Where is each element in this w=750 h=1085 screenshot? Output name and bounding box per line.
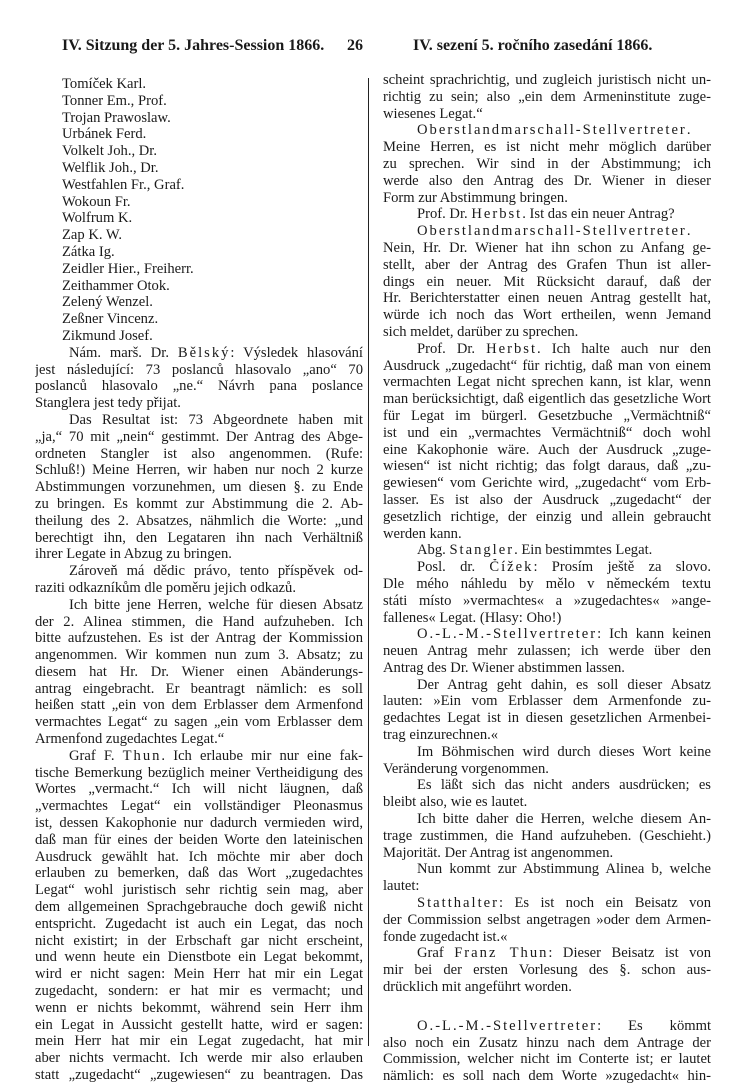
first-line-text: Ich bitte jene Herren, welche für diesen Absatz xyxy=(69,596,363,613)
text-line: entspricht. Zugedacht ist auch ein Legat, das noch xyxy=(35,915,363,932)
text-line: ist und ein „vermachtes Vermächtniß“ doch wohl xyxy=(383,424,711,441)
text-line: Majorität. Der Antrag ist angenommen. xyxy=(383,844,614,861)
speaker-name: Stangler xyxy=(449,542,515,559)
text-line: daß man für eines der beiden Worte den lateinischen xyxy=(35,831,363,848)
paragraph xyxy=(35,563,363,597)
text-line: zu bringen. Es kommt zur Abstimmung die 2. Ab- xyxy=(35,495,363,512)
text-line: stellt, aber der Antrag des Grafen Thun ist aller- xyxy=(383,256,711,273)
text-line: lautet: xyxy=(383,878,420,895)
text-line: Nein, Hr. Dr. Wiener hat ihn schon zu Anfang ge- xyxy=(383,239,711,256)
paragraph-first-line xyxy=(383,223,711,240)
text-line: Abstimmungen vorzunehmen, um diesen §. zu Ende xyxy=(35,479,363,496)
paragraph xyxy=(383,744,711,778)
paragraph-first-line xyxy=(383,626,711,643)
text-line: zu sprechen. Wir sind in der Abstimmung; ich xyxy=(383,155,711,172)
text-line: für Legat im bürgerl. Gesetzbuche „Vermächtniß“ xyxy=(383,407,711,424)
text-line: mein Herr hat mir ein Legat zugedacht, hat mir xyxy=(35,1033,363,1050)
text-line: „vermachtes Legat“ ein vollständiger Pleonasmus xyxy=(35,798,363,815)
first-line-text: . Ist das ein neuer Antrag? xyxy=(522,206,675,223)
text-line: wenn er nichts bekommt, während sein Herr ihm xyxy=(35,999,363,1016)
text-line: zugedacht, sondern: er hat mir es vermacht; und xyxy=(35,983,363,1000)
text-line: Stanglera jest tedy přijat. xyxy=(35,395,181,412)
paragraph xyxy=(35,345,363,412)
text-line: antrag eingebracht. Er beantragt nämlich: es soll xyxy=(35,680,363,697)
paragraph xyxy=(383,895,711,945)
list-item-name: Zeithammer Otok. xyxy=(62,277,170,294)
speaker-name: O.-L.-M.-Stellvertreter xyxy=(417,1017,598,1034)
text-line: gesetzlich richtige, der einzig und allein gebraucht xyxy=(383,508,711,525)
first-line-text: Zároveň má dědic právo, tento příspěvek od- xyxy=(69,563,363,580)
first-line-text: Im Böhmischen wird durch dieses Wort keine xyxy=(417,743,711,760)
text-line: drücklich mit angeführt worden. xyxy=(383,979,572,996)
text-line: diesem hat Hr. Dr. Wiener einen Abänderungs- xyxy=(35,663,363,680)
list-item-name: Trojan Prawoslaw. xyxy=(62,109,171,126)
text-line: wiesenes Legat.“ xyxy=(383,105,483,122)
text-line: berechtigt ihn, den Legataren ihn nach Verhältniß xyxy=(35,529,363,546)
paragraph xyxy=(383,122,711,206)
paragraph-first-line xyxy=(383,945,711,962)
paragraph-first-line xyxy=(383,777,711,794)
text-line: ihrer Legate in Abzug zu bringen. xyxy=(35,546,232,563)
speaker-name: Franz Thun xyxy=(454,945,549,962)
text-line: trage zustimmen, die Hand aufzuheben. (Geschieht.) xyxy=(383,827,711,844)
list-item-name: Zikmund Josef. xyxy=(62,327,153,344)
paragraph xyxy=(383,811,711,861)
speaker-name: Bělský xyxy=(177,344,231,361)
paragraph xyxy=(383,341,711,543)
first-line-text: : Dieser Beisatz ist von xyxy=(548,945,711,962)
paragraph xyxy=(383,206,711,223)
text-line: Meine Herren, es ist nicht mehr möglich darüber xyxy=(383,139,711,156)
text-line: ein Legat in Aussicht gestellt hatte, wird er sagen: xyxy=(35,1016,363,1033)
paragraph xyxy=(383,559,711,626)
text-line: werde also den Antrag des Dr. Wiener in dieser xyxy=(383,172,711,189)
text-line: Commission, welcher nicht im Conterte ist; er lautet xyxy=(383,1051,711,1068)
first-line-text: . Ich erlaube mir nur eine fak- xyxy=(161,747,363,764)
text-line: werden kann. xyxy=(383,525,462,542)
speaker-name: Herbst xyxy=(471,206,523,223)
text-line: dings ein neuer. Mit Rücksicht darauf, daß der xyxy=(383,273,711,290)
text-line: Wortes „vermacht.“ Ich will nicht läugnen, daß xyxy=(35,781,363,798)
paragraph xyxy=(383,677,711,744)
first-line-text: : Es kömmt xyxy=(597,1017,711,1034)
text-line: fallenes« Legat. (Hlasy: Oho!) xyxy=(383,609,562,626)
text-line: raziti odkazníkům dle poměru jejich odkazů. xyxy=(35,579,296,596)
text-line: aber nichts vermacht. Ich werde mir also erlauben xyxy=(35,1050,363,1067)
paragraph-gap xyxy=(383,996,711,1018)
paragraph xyxy=(35,748,363,1084)
paragraph-first-line xyxy=(35,345,363,362)
text-line: neuen Antrag mehr zulassen; ich werde über den xyxy=(383,643,711,660)
list-item-name: Zátka Ig. xyxy=(62,243,115,260)
column-divider xyxy=(368,78,369,1046)
text-line: jest následující: 73 poslanců hlasovalo „ano“ 70 xyxy=(35,361,363,378)
paragraph-first-line xyxy=(383,542,711,559)
list-item-name: Westfahlen Fr., Graf. xyxy=(62,176,185,193)
paragraph-first-line xyxy=(35,563,363,580)
paragraph-first-line xyxy=(35,748,363,765)
paragraph-first-line xyxy=(35,412,363,429)
first-line-text: Der Antrag geht dahin, es soll dieser Absatz xyxy=(417,676,711,693)
first-line-text: . Ein bestimmtes Legat. xyxy=(514,542,653,559)
paragraph-first-line xyxy=(383,1018,711,1035)
paragraph xyxy=(383,626,711,676)
paragraph-first-line xyxy=(383,122,711,139)
speaker-name: Thun xyxy=(122,747,162,764)
paragraph xyxy=(383,945,711,995)
first-line-text: Nun kommt zur Abstimmung Alinea b, welche xyxy=(417,861,711,878)
text-line: trag einzurechnen.« xyxy=(383,727,499,744)
text-line: lauten: »Ein vom Erblasser dem Armenfonde zu- xyxy=(383,693,711,710)
text-line: gewiesen“ vom Gerichte wird, „zugedacht“ vom Erb- xyxy=(383,475,711,492)
text-line: Form zur Abstimmung bringen. xyxy=(383,189,568,206)
speaker-prefix: Prof. Dr. xyxy=(417,340,487,357)
paragraph xyxy=(35,597,363,748)
text-line: ordneten Stangler ist also angenommen. (Rufe: xyxy=(35,445,363,462)
text-line: man berücksichtigt, daß eigentlich das gesetzliche Wort xyxy=(383,391,711,408)
text-line: sich meldet, darüber zu sprechen. xyxy=(383,323,579,340)
text-line: bleibt also, wie es lautet. xyxy=(383,794,528,811)
list-item-name: Volkelt Joh., Dr. xyxy=(62,143,158,160)
text-line: lasser. Es ist also der Ausdruck „zugedacht“ der xyxy=(383,491,711,508)
text-line: also noch ein Zusatz hinzu nach dem Antrage der xyxy=(383,1034,711,1051)
first-line-text: Ich bitte daher die Herren, welche diesem An- xyxy=(417,811,711,828)
paragraph-first-line xyxy=(383,206,711,223)
list-item-name: Welflik Joh., Dr. xyxy=(62,159,159,176)
speaker-prefix: Nám. marš. Dr. xyxy=(69,344,178,361)
text-line: wiesen“ ist nicht richtig; das folgt daraus, daß „zu- xyxy=(383,458,711,475)
speaker-name: Oberstlandmarschall-Stellvertreter xyxy=(417,223,687,240)
first-line-text: . xyxy=(686,223,691,240)
first-line-text: . Ich halte auch nur den xyxy=(537,340,711,357)
speaker-prefix: Posl. dr. xyxy=(417,559,490,576)
page-number: 26 xyxy=(347,37,363,54)
list-item-name: Tomíček Karl. xyxy=(62,76,147,92)
text-line: vermachtes Legat“ zu sagen „ein vom Erblasser dem xyxy=(35,714,363,731)
paragraph xyxy=(383,223,711,341)
text-line: státi místo »vermachtes« a »zugedachtes« »ange- xyxy=(383,592,711,609)
text-line: Antrag des Dr. Wiener abstimmen lassen. xyxy=(383,659,625,676)
text-line: eine Kakophonie wäre. Auch der Ausdruck „zuge- xyxy=(383,441,711,458)
text-line: tische Bemerkung bezüglich meiner Vertheidigung des xyxy=(35,764,363,781)
speaker-name: Čížek xyxy=(489,559,534,576)
first-line-text: : Výsledek hlasování xyxy=(230,344,363,361)
header-left-title: IV. Sitzung der 5. Jahres-Session 1866. xyxy=(62,37,325,54)
list-item-name: Zap K. W. xyxy=(62,227,122,244)
text-line: bitte aufzustehen. Es ist der Antrag der Kommission xyxy=(35,630,363,647)
paragraph-first-line xyxy=(383,677,711,694)
text-line: „ja,“ 70 mit „nein“ gestimmt. Der Antrag des Abge- xyxy=(35,428,363,445)
speaker-prefix: Prof. Dr. xyxy=(417,206,472,223)
paragraph xyxy=(35,412,363,563)
paragraph-first-line xyxy=(383,895,711,912)
text-line: wird er nicht sagen: Mein Herr hat mir ein Legat xyxy=(35,966,363,983)
text-line: dem allgemeinen Sprachgebrauche doch gewiß nicht xyxy=(35,899,363,916)
first-line-text: : Prosím ještě za slovo. xyxy=(533,559,711,576)
text-line: scheint sprachrichtig, und zugleich juristisch nicht un- xyxy=(383,72,711,88)
paragraph xyxy=(383,72,711,122)
name-list xyxy=(35,76,363,345)
text-line: mir bei der ersten Vorlesung des §. schon aus- xyxy=(383,962,711,979)
text-line: Armenfond zugedachtes Legat.“ xyxy=(35,731,225,748)
paragraph-first-line xyxy=(383,861,711,878)
paragraph xyxy=(383,861,711,895)
text-line: würde ich noch das Wort ertheilen, wenn Jemand xyxy=(383,307,711,324)
speaker-name: Statthalter xyxy=(417,895,499,912)
first-line-text: Es läßt sich das nicht anders ausdrücken; es xyxy=(417,777,711,794)
text-line: Veränderung vorgenommen. xyxy=(383,760,549,777)
paragraph xyxy=(383,1018,711,1085)
speaker-name: Herbst xyxy=(486,340,538,357)
text-line: Ausdruck gewählt hat. Ich möchte mir aber doch xyxy=(35,848,363,865)
paragraph-first-line xyxy=(383,811,711,828)
list-item-name: Tonner Em., Prof. xyxy=(62,92,167,109)
list-item-name: Zeßner Vincenz. xyxy=(62,311,159,328)
list-item-name: Wokoun Fr. xyxy=(62,193,131,210)
text-line: heißen statt „ein von dem Erblasser dem Armenfond xyxy=(35,697,363,714)
speaker-name: Oberstlandmarschall-Stellvertreter xyxy=(417,122,687,139)
text-line: nicht existirt; in der Erbschaft gar nicht erscheint, xyxy=(35,932,363,949)
text-line: theilung des 2. Absatzes, nähmlich die Worte: „und xyxy=(35,512,363,529)
text-line: Hr. Berichterstatter einen neuen Antrag gestellt hat, xyxy=(383,290,711,307)
list-item-name: Wolfrum K. xyxy=(62,210,133,227)
text-line: fonde zugedacht ist.« xyxy=(383,928,508,945)
text-line: der 2. Alinea stimmen, die Hand aufzuheben. Ich xyxy=(35,613,363,630)
text-line: statt „zugedacht“ „zugewiesen“ zu beantragen. Das xyxy=(35,1067,363,1084)
speaker-prefix: Graf F. xyxy=(69,747,123,764)
list-item-name: Urbánek Ferd. xyxy=(62,126,147,143)
first-line-text: . xyxy=(686,122,691,139)
paragraph xyxy=(383,542,711,559)
text-line: erlauben zu bemerken, daß das Wort „zugedachtes xyxy=(35,865,363,882)
text-line: angenommen. Wir kommen nun zum 3. Absatz; zu xyxy=(35,647,363,664)
paragraph-first-line xyxy=(383,341,711,358)
text-line: und wenn heute ein Dienstbote ein Legat bekommt, xyxy=(35,949,363,966)
paragraph xyxy=(383,777,711,811)
text-line: gedachtes Legat ist in diesen gesetzlichen Armenbei- xyxy=(383,710,711,727)
paragraph-first-line xyxy=(383,744,711,761)
left-column xyxy=(35,76,363,1084)
text-line: vermachten Legat nicht sprechen kann, ist klar, wenn xyxy=(383,374,711,391)
first-line-text: : Es ist noch ein Beisatz von xyxy=(498,895,711,912)
header-right-title: IV. sezení 5. ročního zasedání 1866. xyxy=(413,37,653,54)
text-line: Legat“ wohl juristisch sehr richtig sein mag, aber xyxy=(35,882,363,899)
first-line-text: : Ich kann keinen xyxy=(597,626,711,643)
text-line: richtig zu sein; also „ein dem Armeninstitute zuge- xyxy=(383,88,711,105)
list-item-name: Zelený Wenzel. xyxy=(62,294,153,311)
speaker-name: O.-L.-M.-Stellvertreter xyxy=(417,626,598,643)
speaker-prefix: Graf xyxy=(417,945,455,962)
right-column xyxy=(383,72,711,1085)
text-line: nämlich: es soll nach dem Worte »zugedacht« hin- xyxy=(383,1068,711,1085)
text-line: ist, dessen Kakophonie nur dadurch vermieden wird, xyxy=(35,815,363,832)
text-line: Ausdruck „zugedacht“ für richtig, daß man von einem xyxy=(383,357,711,374)
text-line: Dle mého náhledu by mělo v německém textu xyxy=(383,575,711,592)
paragraph-first-line xyxy=(383,559,711,576)
paragraph-first-line xyxy=(35,597,363,614)
text-line: Schluß!) Meine Herren, wir haben nur noch 2 kurze xyxy=(35,462,363,479)
text-line: poslanců hlasovalo „ne.“ Návrh pana poslance xyxy=(35,378,363,395)
text-line: der Commission selbst angetragen »oder dem Armen- xyxy=(383,911,711,928)
first-line-text: Das Resultat ist: 73 Abgeordnete haben mit xyxy=(69,411,363,428)
speaker-prefix: Abg. xyxy=(417,542,450,559)
list-item-name: Zeidler Hier., Freiherr. xyxy=(62,260,194,277)
